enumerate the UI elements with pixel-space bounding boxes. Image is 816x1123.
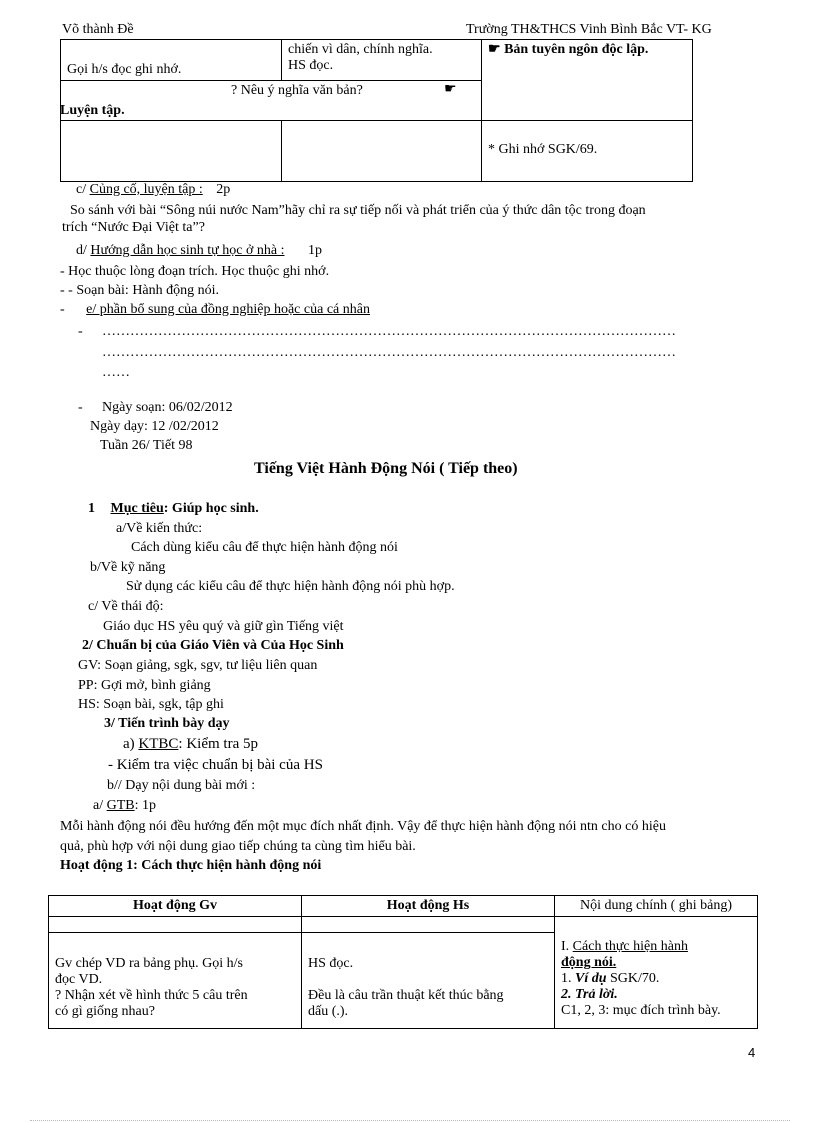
column-header: Nội dung chính ( ghi bảng) (555, 896, 758, 917)
attitude-label: c/ Về thái độ: (88, 599, 164, 614)
content-heading: động nói. (561, 955, 617, 970)
skill-label: b/Về kỹ năng (90, 560, 166, 575)
table-cell (555, 917, 758, 1029)
process-heading: 3/ Tiến trình bày dạy (104, 716, 230, 731)
preparation-heading: 2/ Chuẩn bị của Giáo Viên và Của Học Sinh (82, 638, 344, 653)
prep-date: Ngày soạn: 06/02/2012 (102, 400, 233, 415)
memo-ref-text: * Ghi nhớ SGK/69. (488, 142, 598, 157)
skill-text: Sử dụng các kiểu câu để thực hiện hành động nói phù hợp. (126, 579, 455, 594)
self-study-prefix: d/ (76, 243, 87, 258)
header-author: Võ thành Đề (62, 22, 134, 37)
example-line (561, 971, 751, 987)
column-header: Hoạt động Gv (49, 896, 302, 917)
column-header: Hoạt động Hs (302, 896, 555, 917)
content-heading: Cách thực hiện hành (572, 939, 688, 954)
self-study-line (76, 243, 322, 259)
activity-table (48, 895, 758, 1029)
consolidation-text-2: trích “Nước Đại Việt ta”? (62, 220, 205, 235)
lesson-title: Tiếng Việt Hành Động Nói ( Tiếp theo) (254, 460, 518, 477)
top-table-text: chiến vì dân, chính nghĩa. (288, 42, 433, 57)
top-table-text: Bản tuyên ngôn độc lập. (504, 42, 649, 57)
supplement-line (60, 302, 370, 318)
intro-line (93, 798, 156, 814)
practice-heading: Luyện tập. (60, 103, 125, 118)
review-label: KTBC (138, 736, 179, 752)
dots-line: …… (102, 365, 130, 380)
review-check: - Kiểm tra việc chuẩn bị bài của HS (108, 757, 323, 773)
lesson-bullet: - (78, 400, 83, 415)
self-study-item: - Học thuộc lòng đoạn trích. Học thuộc ghi nhớ. (60, 264, 330, 279)
intro-text-2: quả, phù hợp với nội dung giao tiếp chúng ta cùng tìm hiểu bài. (60, 839, 416, 854)
intro-text-1: Mỗi hành động nói đều hướng đến một mục đích nhất định. Vậy để thực hiện hành động nói ntn cho có hiệu (60, 819, 666, 834)
top-table-cell (482, 121, 693, 182)
answer-text: C1, 2, 3: mục đích trình bày. (561, 1003, 721, 1018)
hs-activity-text: Đều là câu trần thuật kết thúc bằng (308, 988, 504, 1003)
intro-rest: : 1p (134, 798, 156, 813)
meaning-question: ? Nêu ý nghĩa văn bản? (231, 83, 363, 98)
new-lesson-line: b// Dạy nội dung bài mới : (107, 778, 256, 793)
gv-activity-text: đọc VD. (55, 972, 103, 987)
prep-hs: HS: Soạn bài, sgk, tập ghi (78, 697, 224, 712)
knowledge-text: Cách dùng kiểu câu để thực hiện hành động nói (131, 540, 398, 555)
prep-pp: PP: Gợi mở, bình giảng (78, 678, 211, 693)
review-rest: : Kiểm tra 5p (178, 736, 258, 752)
top-table-cell (61, 81, 482, 121)
teach-date: Ngày dạy: 12 /02/2012 (90, 419, 219, 434)
consolidation-prefix: c/ (76, 182, 87, 197)
intro-prefix: a/ (93, 798, 104, 813)
objectives-label: Mục tiêu (110, 501, 164, 516)
activity-heading: Hoạt động 1: Cách thực hiện hành động nói (60, 858, 322, 873)
table-cell (302, 933, 555, 1029)
top-table-cell (482, 40, 693, 121)
top-table-cell (61, 121, 282, 182)
objectives-rest: : Giúp học sinh. (163, 501, 259, 516)
table-cell (302, 917, 555, 933)
consolidation-time: 2p (216, 182, 231, 197)
week-period: Tuần 26/ Tiết 98 (100, 438, 193, 453)
self-study-item: - - Soạn bài: Hành động nói. (60, 283, 220, 298)
dots-line: …………………………………………………………………………………………………………… (102, 324, 676, 339)
top-table-text: HS đọc. (288, 58, 334, 73)
example-number: 1. (561, 971, 572, 986)
content-heading-line (561, 939, 751, 955)
content-heading-prefix: I. (561, 939, 570, 954)
prep-gv: GV: Soạn giảng, sgk, sgv, tư liệu liên quan (78, 658, 318, 673)
pointing-hand-icon: ☛ (444, 82, 457, 97)
answer-label: 2. Trả lời. (561, 987, 618, 1002)
objectives-number: 1 (88, 501, 95, 516)
objectives-heading (88, 501, 259, 517)
self-study-time: 1p (307, 243, 322, 258)
dots-line: …………………………………………………………………………………………………………… (102, 345, 676, 360)
review-prefix: a) (123, 736, 135, 752)
top-table-cell (282, 40, 482, 81)
page-number: 4 (748, 1045, 756, 1060)
top-table (60, 39, 693, 182)
hs-activity-text: dấu (.). (308, 1004, 349, 1019)
dots-bullet: - (78, 324, 83, 339)
intro-label: GTB (106, 798, 135, 813)
knowledge-label: a/Về kiến thức: (116, 521, 203, 536)
header-school: Trường TH&THCS Vinh Bình Bắc VT- KG (466, 22, 712, 37)
top-table-cell (282, 121, 482, 182)
review-line (123, 736, 258, 752)
table-cell (49, 917, 302, 933)
top-table-cell (61, 40, 282, 81)
supplement-label: e/ phần bổ sung của đồng nghiệp hoặc của cá nhân (86, 302, 370, 317)
gv-activity-text: ? Nhận xét về hình thức 5 câu trên (55, 988, 248, 1003)
table-cell (49, 933, 302, 1029)
self-study-label: Hướng dẫn học sinh tự học ở nhà : (90, 243, 285, 258)
gv-activity-text: Gv chép VD ra bảng phụ. Gọi h/s (55, 956, 243, 971)
consolidation-line (76, 182, 230, 198)
attitude-text: Giáo dục HS yêu quý và giữ gìn Tiếng việt (103, 619, 344, 634)
pointing-hand-icon: ☛ (488, 42, 501, 57)
read-memo-text: Gọi h/s đọc ghi nhớ. (67, 62, 182, 77)
example-label: Ví dụ (575, 971, 607, 986)
page-bottom-divider (30, 1120, 790, 1121)
example-rest: SGK/70. (606, 971, 660, 986)
hs-activity-text: HS đọc. (308, 956, 354, 971)
supplement-bullet: - (60, 302, 65, 317)
gv-activity-text: có gì giống nhau? (55, 1004, 155, 1019)
consolidation-label: Củng cố, luyện tập : (89, 182, 203, 197)
consolidation-text-1: So sánh với bài “Sông núi nước Nam”hãy chỉ ra sự tiếp nối và phát triển của ý thức dân tộc trong đoạn (70, 203, 646, 218)
